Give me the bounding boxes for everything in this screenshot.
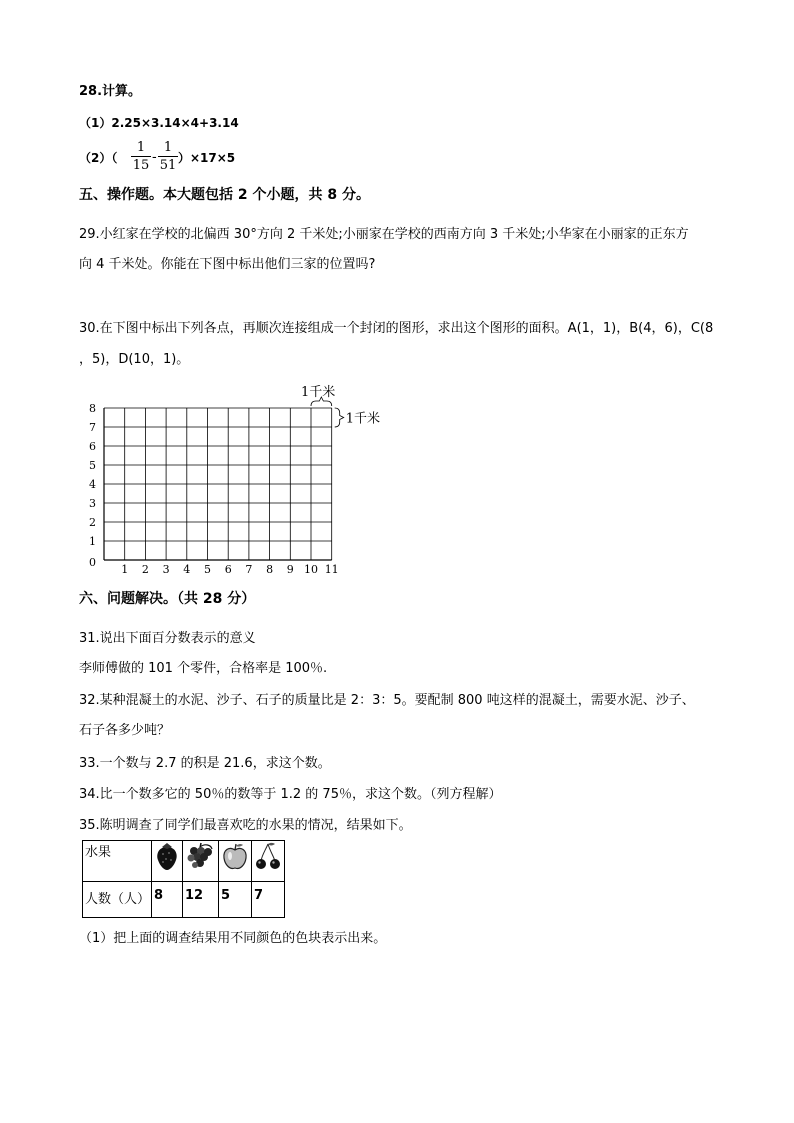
x-tick-label: 8	[266, 563, 274, 576]
count-cell: 8	[152, 882, 183, 918]
x-tick-label: 6	[224, 563, 232, 576]
y-tick-label: 4	[89, 478, 96, 491]
x-tick-label: 9	[286, 563, 294, 576]
count-cell: 5	[219, 882, 252, 918]
fruit-cell	[152, 841, 183, 882]
scale-label-horizontal: 1千米	[301, 385, 336, 400]
section6-title: 六、问题解决。（共 28 分）	[79, 591, 256, 607]
count-row-label: 人数（人）	[83, 882, 152, 918]
q28-title: 28.计算。	[79, 84, 142, 99]
q35-sub1: （1）把上面的调查结果用不同颜色的色块表示出来。	[79, 931, 387, 946]
q29-line1: 29.小红家在学校的北偏西 30°方向 2 千米处;小丽家在学校的西南方向 3 千米处;小华家在小丽家的正东方	[79, 227, 689, 242]
fruit-survey-table	[82, 840, 285, 918]
x-tick-label: 4	[183, 563, 191, 576]
x-tick-label: 2	[141, 563, 149, 576]
section5-title: 五、操作题。本大题包括 2 个小题，共 8 分。	[79, 187, 370, 203]
fruit-cell	[219, 841, 252, 882]
fraction-1-numerator: 1	[136, 140, 146, 155]
grapes-icon	[185, 841, 215, 871]
fraction-2-denominator: 51	[159, 158, 177, 173]
q28-fraction-2	[158, 140, 178, 173]
q34-line1: 34.比一个数多它的 50％的数等于 1.2 的 75％，求这个数。（列方程解）	[79, 787, 502, 802]
x-tick-label: 3	[162, 563, 170, 576]
q33-line1: 33.一个数与 2.7 的积是 21.6，求这个数。	[79, 756, 331, 771]
q30-line1: 30.在下图中标出下列各点，再顺次连接组成一个封闭的图形，求出这个图形的面积。A(1，1)，B(4，6)，C(8	[79, 321, 714, 336]
q29-line2: 向 4 千米处。你能在下图中标出他们三家的位置吗?	[79, 257, 376, 272]
fruit-row	[83, 841, 285, 882]
apple-icon	[221, 841, 249, 871]
coordinate-grid	[80, 380, 410, 580]
fruit-cell	[252, 841, 285, 882]
cherries-icon	[254, 841, 282, 871]
y-tick-label: 5	[89, 459, 96, 472]
count-cell: 12	[183, 882, 219, 918]
count-cell: 7	[252, 882, 285, 918]
count-row	[83, 882, 285, 918]
q31-line2: 李师傅做的 101 个零件，合格率是 100％.	[79, 661, 328, 676]
fraction-1-denominator: 15	[132, 158, 150, 173]
q28-part2-suffix: ）×17×5	[178, 151, 236, 165]
y-tick-label: 1	[89, 535, 96, 548]
y-tick-label: 2	[89, 516, 96, 529]
y-tick-label: 7	[89, 421, 96, 434]
q30-line2: ，5)，D(10，1)。	[79, 352, 190, 367]
x-tick-label: 7	[245, 563, 253, 576]
q32-line1: 32.某种混凝土的水泥、沙子、石子的质量比是 2：3：5。要配制 800 吨这样的混凝土，需要水泥、沙子、	[79, 693, 695, 708]
q32-line2: 石子各多少吨？	[79, 723, 171, 738]
y-tick-label: 3	[89, 497, 96, 510]
y-tick-label: 6	[89, 440, 96, 453]
fraction-2-numerator: 1	[163, 140, 173, 155]
q28-minus: -	[152, 150, 157, 165]
q35-line1: 35.陈明调查了同学们最喜欢吃的水果的情况，结果如下。	[79, 818, 412, 833]
x-tick-label: 10	[304, 563, 318, 576]
fruit-cell	[183, 841, 219, 882]
x-tick-label: 5	[204, 563, 211, 576]
x-tick-label: 11	[324, 563, 339, 576]
q31-line1: 31.说出下面百分数表示的意义	[79, 631, 256, 646]
q28-part1: （1）2.25×3.14×4+3.14	[79, 116, 239, 130]
fruit-row-label: 水果	[83, 841, 152, 882]
scale-label-vertical: 1千米	[345, 411, 380, 427]
scale-brace-vertical	[335, 408, 344, 427]
strawberry-icon	[154, 841, 180, 871]
q28-part2-prefix: （2）（	[79, 151, 118, 165]
q28-fraction-1	[131, 140, 151, 173]
y-tick-label: 0	[89, 556, 96, 569]
y-tick-label: 8	[89, 402, 96, 415]
x-tick-label: 1	[121, 563, 129, 576]
